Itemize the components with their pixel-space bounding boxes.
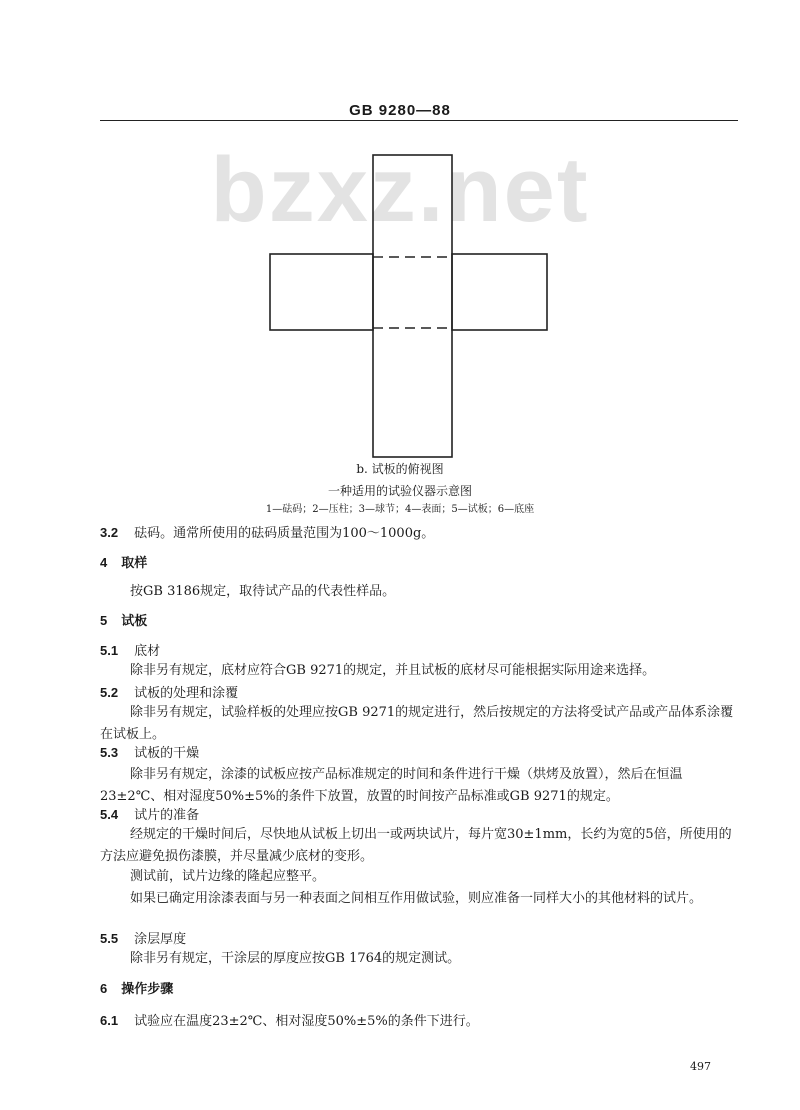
section-6-1 [100, 1010, 479, 1029]
section-title: 试片的准备 [134, 808, 200, 823]
figure-caption-b: b. 试板的俯视图 [356, 462, 444, 476]
section-5-4-body-3: 如果已确定用涂漆表面与另一种表面之间相互作用做试验，则应准备一同样大小的其他材料的试片。 [130, 891, 703, 906]
watermark: bzxz.net [210, 139, 590, 241]
cross-diagram [0, 0, 800, 470]
document-header: GB 9280—88 [349, 102, 451, 119]
section-5-5-body: 除非另有规定，干涂层的厚度应按GB 1764的规定测试。 [130, 951, 461, 966]
specimen-horizontal-right [452, 254, 547, 330]
section-5-2-body: 除非另有规定，试验样板的处理应按GB 9271的规定进行，然后按规定的方法将受试产品或产品体系涂覆在试板上。 [100, 705, 734, 742]
figure-legend: 1—砝码；2—压柱；3—球节；4—表面；5—试板；6—底座 [265, 504, 535, 515]
section-5-1-heading [100, 640, 160, 659]
section-4-body: 按GB 3186规定，取待试产品的代表性样品。 [130, 584, 396, 599]
section-5-heading [100, 610, 147, 629]
section-number: 5.5 [100, 931, 119, 946]
specimen-vertical [373, 155, 452, 457]
section-number: 5.2 [100, 685, 119, 700]
section-3-2 [100, 522, 434, 541]
section-text: 试验应在温度23±2℃、相对湿度50%±5%的条件下进行。 [134, 1014, 479, 1029]
section-5-5-heading [100, 928, 186, 947]
section-5-3-heading [100, 742, 199, 761]
section-number: 3.2 [100, 525, 119, 540]
section-title: 试板的干燥 [134, 746, 200, 761]
section-number: 6 [100, 981, 108, 996]
section-number: 5.4 [100, 807, 119, 822]
section-5-1-body: 除非另有规定，底材应符合GB 9271的规定，并且试板的底材尽可能根据实际用途来选择。 [130, 663, 656, 678]
section-number: 5.1 [100, 643, 119, 658]
section-number: 6.1 [100, 1013, 119, 1028]
section-number: 4 [100, 555, 108, 570]
section-title: 操作步骤 [121, 982, 174, 997]
section-title: 底材 [134, 644, 161, 659]
section-5-2-heading [100, 682, 238, 701]
section-title: 取样 [121, 556, 148, 571]
specimen-horizontal-left [270, 254, 373, 330]
section-5-4-heading [100, 804, 199, 823]
section-title: 涂层厚度 [134, 932, 187, 947]
figure-title: 一种适用的试验仪器示意图 [327, 484, 472, 498]
section-title: 试板 [121, 614, 148, 629]
section-title: 试板的处理和涂覆 [134, 686, 239, 701]
section-5-4-body-2: 测试前，试片边缘的隆起应整平。 [130, 869, 326, 884]
section-5-4-body-1: 经规定的干燥时间后，尽快地从试板上切出一或两块试片，每片宽30±1mm，长约为宽的5倍，所使用的方法应避免损伤漆膜，并尽量减少底材的变形。 [100, 827, 732, 864]
section-text: 砝码。通常所使用的砝码质量范围为100～1000g。 [134, 526, 435, 541]
page-number: 497 [690, 1060, 711, 1073]
section-4-heading [100, 552, 147, 571]
section-5-3-body: 除非另有规定，涂漆的试板应按产品标准规定的时间和条件进行干燥（烘烤及放置），然后在恒温23±2℃、相对湿度50%±5%的条件下放置，放置的时间按产品标准或GB 9271的规定。 [100, 767, 683, 804]
section-number: 5.3 [100, 745, 119, 760]
section-6-heading [100, 978, 173, 997]
section-number: 5 [100, 613, 108, 628]
